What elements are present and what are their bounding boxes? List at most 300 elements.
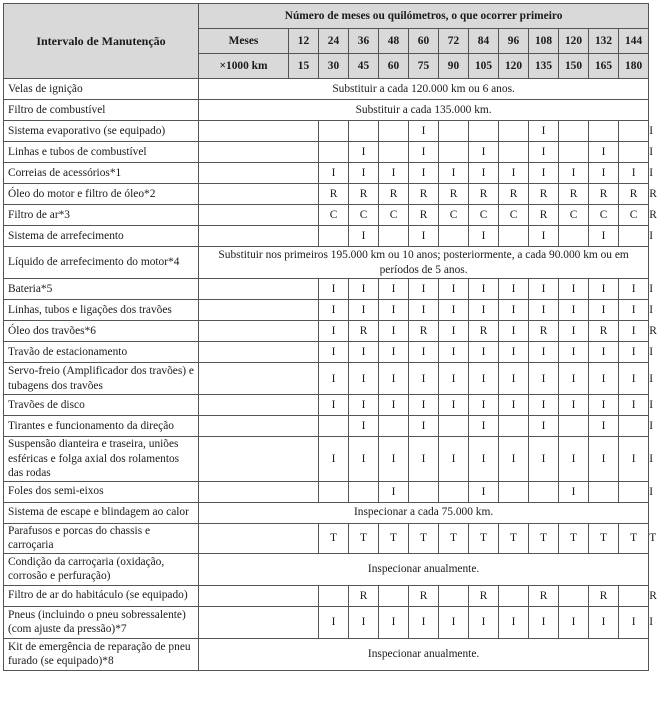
schedule-mark-cell: I [409, 606, 439, 638]
schedule-mark-cell: I [469, 279, 499, 300]
schedule-mark-cell [499, 481, 529, 502]
schedule-mark-cell [379, 121, 409, 142]
km-header-cell: 90 [439, 54, 469, 79]
month-header-cell: 60 [409, 29, 439, 54]
item-label: Sistema evaporativo (se equipado) [4, 121, 199, 142]
merged-instruction-cell: Inspecionar anualmente. [199, 553, 649, 585]
schedule-mark-cell [439, 226, 469, 247]
item-label: Óleo do motor e filtro de óleo*2 [4, 184, 199, 205]
schedule-mark-cell [559, 142, 589, 163]
spacer-cell [199, 321, 319, 342]
km-header-cell: 120 [499, 54, 529, 79]
schedule-mark-cell: T [589, 523, 619, 553]
schedule-mark-cell: I [439, 437, 469, 482]
months-label: Meses [199, 29, 289, 54]
month-header-cell: 132 [589, 29, 619, 54]
item-label: Parafusos e porcas do chassis e carroçaria [4, 523, 199, 553]
merged-instruction-cell: Substituir a cada 135.000 km. [199, 100, 649, 121]
schedule-mark-cell: I [469, 395, 499, 416]
schedule-mark-cell: I [379, 481, 409, 502]
merged-instruction-cell: Inspecionar anualmente. [199, 638, 649, 670]
schedule-mark-cell: I [379, 606, 409, 638]
schedule-mark-cell: I [409, 163, 439, 184]
item-label: Kit de emergência de reparação de pneu furado (se equipado)*8 [4, 638, 199, 670]
schedule-mark-cell [319, 416, 349, 437]
schedule-mark-cell: I [439, 363, 469, 395]
schedule-mark-cell: I [379, 437, 409, 482]
schedule-mark-cell: I [439, 163, 469, 184]
schedule-mark-cell: I [589, 437, 619, 482]
schedule-mark-cell [559, 585, 589, 606]
schedule-mark-cell: T [379, 523, 409, 553]
schedule-mark-cell: I [589, 342, 619, 363]
schedule-mark-cell: R [529, 585, 559, 606]
schedule-mark-cell [469, 121, 499, 142]
schedule-mark-cell: I [619, 606, 649, 638]
schedule-mark-cell: R [589, 184, 619, 205]
schedule-mark-cell: I [619, 321, 649, 342]
spacer-cell [199, 481, 319, 502]
month-header-cell: 24 [319, 29, 349, 54]
schedule-mark-cell [439, 481, 469, 502]
schedule-mark-cell [499, 585, 529, 606]
km-header-cell: 165 [589, 54, 619, 79]
schedule-mark-cell: C [469, 205, 499, 226]
km-header-cell: 30 [319, 54, 349, 79]
schedule-mark-cell: I [589, 226, 619, 247]
schedule-mark-cell: T [349, 523, 379, 553]
item-label: Filtro de combustível [4, 100, 199, 121]
schedule-mark-cell: I [529, 363, 559, 395]
schedule-mark-cell: I [319, 342, 349, 363]
schedule-mark-cell: I [349, 606, 379, 638]
schedule-mark-cell: I [529, 226, 559, 247]
schedule-mark-cell: I [529, 395, 559, 416]
item-label: Linhas e tubos de combustível [4, 142, 199, 163]
schedule-mark-cell: I [319, 300, 349, 321]
schedule-mark-cell: C [559, 205, 589, 226]
schedule-mark-cell: C [589, 205, 619, 226]
schedule-mark-cell: T [319, 523, 349, 553]
schedule-mark-cell [619, 142, 649, 163]
schedule-mark-cell: I [589, 395, 619, 416]
schedule-mark-cell: I [469, 437, 499, 482]
schedule-mark-cell: I [589, 416, 619, 437]
table-row [4, 638, 649, 670]
schedule-mark-cell [379, 142, 409, 163]
schedule-mark-cell [439, 585, 469, 606]
schedule-mark-cell: I [529, 121, 559, 142]
schedule-mark-cell: I [559, 300, 589, 321]
schedule-mark-cell: I [409, 226, 439, 247]
spacer-cell [199, 585, 319, 606]
km-header-cell: 45 [349, 54, 379, 79]
schedule-mark-cell: R [319, 184, 349, 205]
schedule-mark-cell: I [349, 342, 379, 363]
table-row [4, 502, 649, 523]
merged-instruction-cell: Substituir nos primeiros 195.000 km ou 10 anos; posteriormente, a cada 90.000 km ou em períodos de 5 anos. [199, 247, 649, 279]
schedule-mark-cell [499, 226, 529, 247]
schedule-mark-cell: I [439, 342, 469, 363]
schedule-mark-cell: T [469, 523, 499, 553]
table-row: Linhas e tubos de combustível I I I I I I [4, 142, 649, 163]
month-header-cell: 36 [349, 29, 379, 54]
schedule-mark-cell: T [529, 523, 559, 553]
km-header-cell: 150 [559, 54, 589, 79]
schedule-mark-cell: I [319, 363, 349, 395]
item-label: Bateria*5 [4, 279, 199, 300]
schedule-mark-cell: I [319, 437, 349, 482]
schedule-mark-cell: R [349, 184, 379, 205]
schedule-mark-cell: I [589, 279, 619, 300]
period-title-header: Número de meses ou quilómetros, o que ocorrer primeiro [199, 4, 649, 29]
schedule-mark-cell: R [409, 585, 439, 606]
schedule-mark-cell: R [529, 205, 559, 226]
schedule-mark-cell [619, 481, 649, 502]
table-row: Servo-freio (Amplificador dos travões) e tubagens dos travões I I I I I I I I I I I I [4, 363, 649, 395]
schedule-mark-cell: I [319, 606, 349, 638]
schedule-mark-cell: I [529, 300, 559, 321]
schedule-mark-cell: I [349, 163, 379, 184]
schedule-mark-cell: I [499, 437, 529, 482]
schedule-mark-cell [349, 481, 379, 502]
spacer-cell [199, 184, 319, 205]
table-row [4, 553, 649, 585]
schedule-mark-cell: I [619, 300, 649, 321]
km-header-cell: 105 [469, 54, 499, 79]
table-row: Parafusos e porcas do chassis e carroçaria T T T T T T T T T T T T [4, 523, 649, 553]
item-label: Velas de ignição [4, 79, 199, 100]
schedule-mark-cell: I [559, 163, 589, 184]
item-label: Óleo dos travões*6 [4, 321, 199, 342]
table-row: Suspensão dianteira e traseira, uniões esféricas e folga axial dos rolamentos das rodas I I I I I I I I I I I I [4, 437, 649, 482]
schedule-mark-cell [499, 121, 529, 142]
schedule-mark-cell [439, 416, 469, 437]
schedule-mark-cell: I [499, 279, 529, 300]
spacer-cell [199, 226, 319, 247]
schedule-mark-cell: I [379, 279, 409, 300]
schedule-mark-cell [379, 585, 409, 606]
km-header-cell: 75 [409, 54, 439, 79]
schedule-mark-cell [319, 585, 349, 606]
schedule-mark-cell: R [349, 585, 379, 606]
schedule-mark-cell: I [499, 300, 529, 321]
schedule-mark-cell: R [529, 321, 559, 342]
schedule-mark-cell: I [499, 363, 529, 395]
table-row [4, 100, 649, 121]
table-row: Travão de estacionamento I I I I I I I I I I I I [4, 342, 649, 363]
schedule-mark-cell: C [379, 205, 409, 226]
maintenance-schedule-table [3, 3, 657, 671]
item-label: Pneus (incluindo o pneu sobressalente) (com ajuste da pressão)*7 [4, 606, 199, 638]
schedule-mark-cell [499, 416, 529, 437]
schedule-mark-cell: I [349, 416, 379, 437]
spacer-cell [199, 279, 319, 300]
schedule-mark-cell: I [589, 606, 619, 638]
schedule-mark-cell: I [409, 342, 439, 363]
schedule-mark-cell: R [469, 184, 499, 205]
schedule-mark-cell [499, 142, 529, 163]
table-row [4, 247, 649, 279]
schedule-mark-cell [349, 121, 379, 142]
schedule-mark-cell: I [559, 342, 589, 363]
table-body [4, 79, 657, 671]
schedule-mark-cell [559, 416, 589, 437]
schedule-mark-cell: I [469, 416, 499, 437]
schedule-mark-cell: I [349, 142, 379, 163]
schedule-mark-cell: R [409, 205, 439, 226]
month-header-cell: 72 [439, 29, 469, 54]
schedule-mark-cell: I [559, 321, 589, 342]
schedule-mark-cell: I [319, 163, 349, 184]
schedule-mark-cell: I [349, 437, 379, 482]
item-label: Servo-freio (Amplificador dos travões) e tubagens dos travões [4, 363, 199, 395]
schedule-mark-cell: I [589, 300, 619, 321]
schedule-mark-cell: I [409, 279, 439, 300]
schedule-mark-cell: R [439, 184, 469, 205]
spacer-cell [199, 363, 319, 395]
schedule-mark-cell: I [379, 342, 409, 363]
schedule-mark-cell: I [499, 321, 529, 342]
table-row: Filtro de ar*3 C C C R C C C R C C C R [4, 205, 649, 226]
table-row: Óleo do motor e filtro de óleo*2 R R R R R R R R R R R R [4, 184, 649, 205]
km-label: ×1000 km [199, 54, 289, 79]
schedule-mark-cell: R [409, 321, 439, 342]
schedule-mark-cell: C [349, 205, 379, 226]
schedule-mark-cell: T [499, 523, 529, 553]
item-label: Filtro de ar*3 [4, 205, 199, 226]
schedule-mark-cell: T [619, 523, 649, 553]
spacer-cell [199, 437, 319, 482]
km-header-cell: 180 [619, 54, 649, 79]
schedule-mark-cell: R [379, 184, 409, 205]
schedule-mark-cell: I [619, 342, 649, 363]
spacer-cell [199, 416, 319, 437]
schedule-mark-cell: C [499, 205, 529, 226]
schedule-mark-cell: R [469, 585, 499, 606]
schedule-mark-cell: I [589, 142, 619, 163]
schedule-mark-cell: I [589, 163, 619, 184]
month-header-cell: 144 [619, 29, 649, 54]
schedule-mark-cell: R [559, 184, 589, 205]
schedule-mark-cell: I [469, 342, 499, 363]
schedule-mark-cell: I [469, 363, 499, 395]
table-row: Pneus (incluindo o pneu sobressalente) (com ajuste da pressão)*7 I I I I I I I I I I I I [4, 606, 649, 638]
schedule-mark-cell: I [559, 363, 589, 395]
spacer-cell [199, 121, 319, 142]
item-label: Líquido de arrefecimento do motor*4 [4, 247, 199, 279]
schedule-mark-cell: I [409, 121, 439, 142]
schedule-mark-cell [619, 226, 649, 247]
schedule-mark-cell: I [439, 321, 469, 342]
spacer-cell [199, 395, 319, 416]
schedule-mark-cell: I [619, 163, 649, 184]
merged-instruction-cell: Substituir a cada 120.000 km ou 6 anos. [199, 79, 649, 100]
schedule-mark-cell [619, 416, 649, 437]
table-row: Tirantes e funcionamento da direção I I I I I I [4, 416, 649, 437]
schedule-mark-cell: C [439, 205, 469, 226]
schedule-mark-cell: C [619, 205, 649, 226]
schedule-mark-cell: I [529, 142, 559, 163]
schedule-mark-cell: T [559, 523, 589, 553]
month-header-cell: 120 [559, 29, 589, 54]
schedule-mark-cell: I [349, 279, 379, 300]
month-header-cell: 108 [529, 29, 559, 54]
schedule-mark-cell: R [409, 184, 439, 205]
schedule-mark-cell: I [439, 300, 469, 321]
schedule-mark-cell: I [409, 416, 439, 437]
spacer-cell [199, 342, 319, 363]
schedule-mark-cell: I [409, 300, 439, 321]
schedule-mark-cell: I [379, 300, 409, 321]
schedule-mark-cell: I [409, 363, 439, 395]
item-label: Linhas, tubos e ligações dos travões [4, 300, 199, 321]
schedule-mark-cell: R [589, 585, 619, 606]
table-row: Filtro de ar do habitáculo (se equipado) R R R R R R [4, 585, 649, 606]
schedule-mark-cell: I [349, 226, 379, 247]
schedule-mark-cell: I [469, 300, 499, 321]
table-row: Foles dos semi-eixos I I I I [4, 481, 649, 502]
table-row: Travões de disco I I I I I I I I I I I I [4, 395, 649, 416]
table-header [4, 4, 649, 79]
table-row: Linhas, tubos e ligações dos travões I I I I I I I I I I I I [4, 300, 649, 321]
schedule-mark-cell: I [409, 437, 439, 482]
schedule-mark-cell: C [319, 205, 349, 226]
schedule-mark-cell: R [619, 184, 649, 205]
schedule-mark-cell: I [499, 163, 529, 184]
schedule-mark-cell: I [439, 279, 469, 300]
schedule-mark-cell [589, 481, 619, 502]
schedule-mark-cell: I [349, 300, 379, 321]
schedule-mark-cell [559, 226, 589, 247]
merged-instruction-cell: Inspecionar a cada 75.000 km. [199, 502, 649, 523]
month-header-cell: 84 [469, 29, 499, 54]
schedule-mark-cell [319, 481, 349, 502]
spacer-cell [199, 523, 319, 553]
item-label: Suspensão dianteira e traseira, uniões esféricas e folga axial dos rolamentos das rodas [4, 437, 199, 482]
schedule-mark-cell: I [529, 163, 559, 184]
spacer-cell [199, 205, 319, 226]
schedule-mark-cell: I [559, 437, 589, 482]
schedule-mark-cell: I [559, 279, 589, 300]
schedule-mark-cell: I [469, 481, 499, 502]
schedule-mark-cell: I [409, 142, 439, 163]
schedule-mark-cell: I [469, 142, 499, 163]
item-label: Tirantes e funcionamento da direção [4, 416, 199, 437]
schedule-mark-cell: T [439, 523, 469, 553]
km-header-cell: 135 [529, 54, 559, 79]
table-row: Sistema de arrefecimento I I I I I I [4, 226, 649, 247]
spacer-cell [199, 163, 319, 184]
schedule-mark-cell: I [439, 606, 469, 638]
km-header-cell: 60 [379, 54, 409, 79]
schedule-mark-cell: I [529, 606, 559, 638]
table-row: Bateria*5 I I I I I I I I I I I I [4, 279, 649, 300]
schedule-mark-cell: I [319, 321, 349, 342]
item-label: Sistema de escape e blindagem ao calor [4, 502, 199, 523]
schedule-mark-cell: I [499, 342, 529, 363]
schedule-mark-cell [319, 121, 349, 142]
schedule-mark-cell: I [559, 481, 589, 502]
schedule-mark-cell: I [619, 437, 649, 482]
table-row [4, 79, 649, 100]
schedule-mark-cell: I [499, 606, 529, 638]
schedule-mark-cell: R [469, 321, 499, 342]
schedule-mark-cell: I [529, 437, 559, 482]
month-header-cell: 48 [379, 29, 409, 54]
spacer-cell [199, 300, 319, 321]
schedule-mark-cell: I [529, 279, 559, 300]
km-header-cell: 15 [289, 54, 319, 79]
schedule-mark-cell: I [619, 395, 649, 416]
interval-header: Intervalo de Manutenção [4, 4, 199, 79]
schedule-mark-cell: I [439, 395, 469, 416]
schedule-mark-cell: I [589, 363, 619, 395]
schedule-mark-cell: R [529, 184, 559, 205]
schedule-mark-cell: I [349, 363, 379, 395]
schedule-mark-cell: I [469, 226, 499, 247]
schedule-mark-cell: I [379, 163, 409, 184]
schedule-mark-cell: I [469, 606, 499, 638]
item-label: Correias de acessórios*1 [4, 163, 199, 184]
schedule-mark-cell: I [559, 606, 589, 638]
month-header-cell: 96 [499, 29, 529, 54]
schedule-mark-cell: I [409, 395, 439, 416]
spacer-cell [199, 142, 319, 163]
schedule-mark-cell [619, 121, 649, 142]
schedule-mark-cell: I [319, 279, 349, 300]
schedule-mark-cell: I [319, 395, 349, 416]
table-row: Óleo dos travões*6 I R I R I R I R I R I R [4, 321, 649, 342]
schedule-mark-cell [589, 121, 619, 142]
item-label: Travão de estacionamento [4, 342, 199, 363]
schedule-mark-cell [529, 481, 559, 502]
schedule-mark-cell: T [409, 523, 439, 553]
schedule-mark-cell: I [529, 342, 559, 363]
item-label: Sistema de arrefecimento [4, 226, 199, 247]
schedule-mark-cell: I [379, 395, 409, 416]
schedule-mark-cell [439, 121, 469, 142]
schedule-mark-cell [619, 585, 649, 606]
schedule-mark-cell: I [469, 163, 499, 184]
schedule-mark-cell: I [619, 363, 649, 395]
item-label: Filtro de ar do habitáculo (se equipado) [4, 585, 199, 606]
schedule-mark-cell [409, 481, 439, 502]
schedule-mark-cell: I [379, 363, 409, 395]
schedule-mark-cell [559, 121, 589, 142]
schedule-mark-cell: I [559, 395, 589, 416]
schedule-mark-cell [319, 226, 349, 247]
item-label: Condição da carroçaria (oxidação, corrosão e perfuração) [4, 553, 199, 585]
item-label: Travões de disco [4, 395, 199, 416]
schedule-mark-cell: I [379, 321, 409, 342]
schedule-mark-cell: I [499, 395, 529, 416]
month-header-cell: 12 [289, 29, 319, 54]
schedule-mark-cell: I [529, 416, 559, 437]
schedule-mark-cell: I [349, 395, 379, 416]
schedule-mark-cell: R [589, 321, 619, 342]
schedule-mark-cell: R [499, 184, 529, 205]
schedule-mark-cell [379, 226, 409, 247]
schedule-mark-cell [319, 142, 349, 163]
item-label: Foles dos semi-eixos [4, 481, 199, 502]
table-row: Correias de acessórios*1 I I I I I I I I I I I I [4, 163, 649, 184]
schedule-mark-cell [379, 416, 409, 437]
table-row: Sistema evaporativo (se equipado) I I I [4, 121, 649, 142]
spacer-cell [199, 606, 319, 638]
schedule-mark-cell: I [619, 279, 649, 300]
schedule-mark-cell: R [349, 321, 379, 342]
